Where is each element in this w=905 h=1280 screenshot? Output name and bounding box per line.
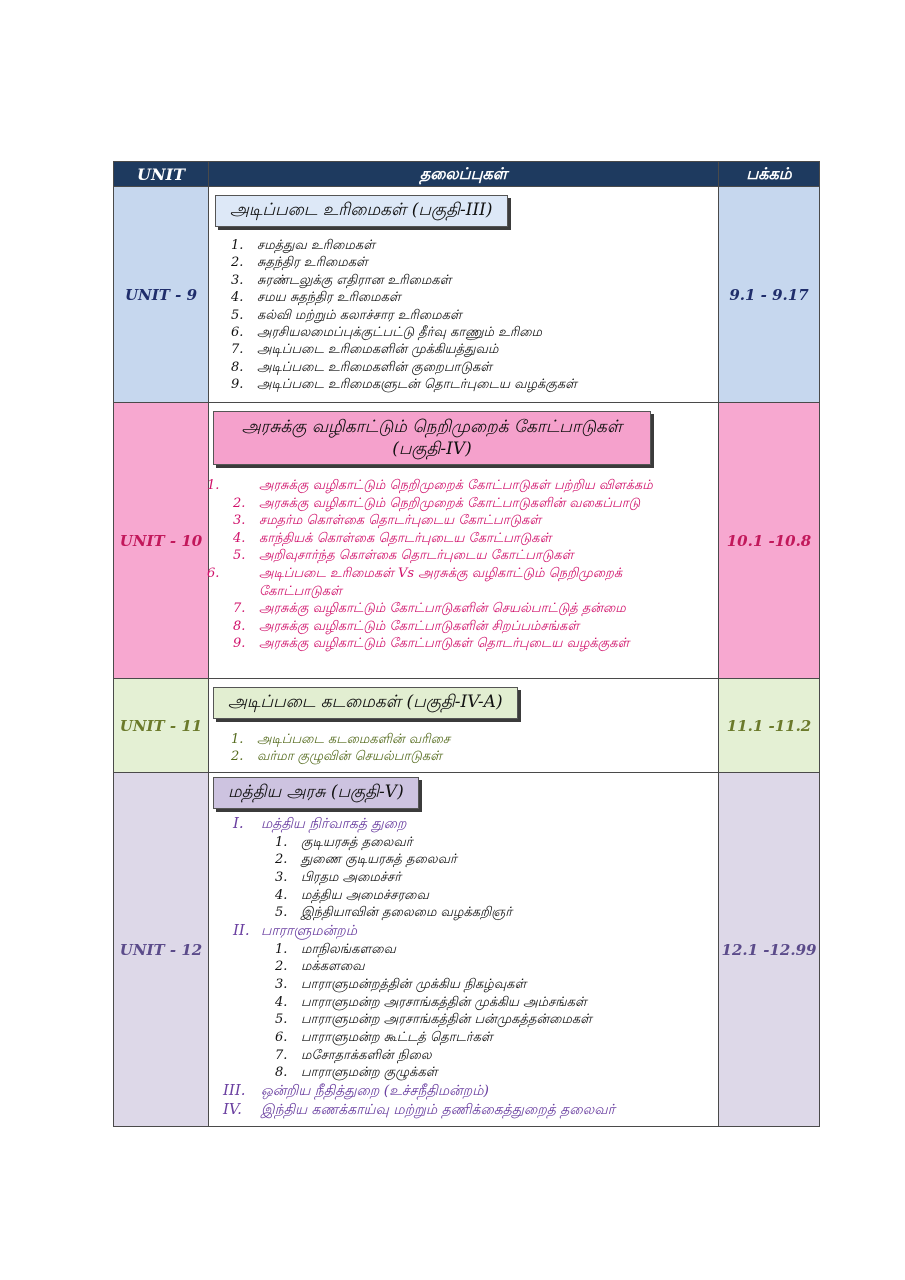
unit-11-row xyxy=(114,679,820,773)
unit-label: UNIT - 12 xyxy=(114,773,209,1127)
unit-10-contents xyxy=(209,403,719,679)
section-heading: I. மத்திய நிர்வாகத் துறை xyxy=(233,814,407,832)
page-range: 12.1 -12.99 xyxy=(719,773,820,1127)
list-item: 2. சுதந்திர உரிமைகள் xyxy=(231,255,368,271)
list-item: 5. அறிவுசார்ந்த கொள்கை தொடர்புடைய கோட்பாடுகள் xyxy=(233,548,574,564)
list-item: 7. அடிப்படை உரிமைகளின் முக்கியத்துவம் xyxy=(231,342,499,358)
list-item: 2. மக்களவை xyxy=(275,959,365,975)
list-item: 2. அரசுக்கு வழிகாட்டும் நெறிமுறைக் கோட்பாடுகளின் வகைப்பாடு xyxy=(233,495,641,511)
unit-12-contents xyxy=(209,773,719,1127)
unit-11-contents xyxy=(209,679,719,773)
list-item: 9. அடிப்படை உரிமைகளுடன் தொடர்புடைய வழக்குகள் xyxy=(231,377,577,393)
unit-title: அடிப்படை உரிமைகள் (பகுதி-III) xyxy=(215,195,508,227)
list-item: 1. சமத்துவ உரிமைகள் xyxy=(231,238,375,253)
list-item: 6. அடிப்படை உரிமைகள் Vs அரசுக்கு வழிகாட்டும் நெறிமுறைக் கோட்பாடுகள் xyxy=(207,565,623,599)
list-item: 4. பாராளுமன்ற அரசாங்கத்தின் முக்கிய அம்சங்கள் xyxy=(275,994,587,1010)
list-item: 1. அடிப்படை கடமைகளின் வரிசை xyxy=(231,732,451,747)
list-item: 7. அரசுக்கு வழிகாட்டும் கோட்பாடுகளின் செயல்பாட்டுத் தன்மை xyxy=(233,601,626,617)
unit-label: UNIT - 9 xyxy=(114,187,209,403)
unit-9-row xyxy=(114,187,820,403)
sub-topic-list xyxy=(275,834,714,923)
list-item: 4. மத்திய அமைச்சரவை xyxy=(275,887,429,903)
list-item: 6. பாராளுமன்ற கூட்டத் தொடர்கள் xyxy=(275,1030,493,1046)
topic-list xyxy=(231,237,714,394)
list-item: 1. மாநிலங்களவை xyxy=(275,941,396,957)
list-item: 2. வர்மா குழுவின் செயல்பாடுகள் xyxy=(231,749,442,765)
list-item: 4. சமய சுதந்திர உரிமைகள் xyxy=(231,290,401,306)
unit-title-line-1: அரசுக்கு வழிகாட்டும் நெறிமுறைக் கோட்பாடுகள் xyxy=(241,417,623,437)
list-item: 1. அரசுக்கு வழிகாட்டும் நெறிமுறைக் கோட்பாடுகள் பற்றிய விளக்கம் xyxy=(207,478,653,493)
unit-label: UNIT - 10 xyxy=(114,403,209,679)
list-item: 5. இந்தியாவின் தலைமை வழக்கறிஞர் xyxy=(275,905,513,921)
unit-title xyxy=(213,411,651,465)
header-unit: UNIT xyxy=(114,162,209,187)
list-item: 4. காந்தியக் கொள்கை தொடர்புடைய கோட்பாடுகள் xyxy=(233,530,552,546)
list-item: 3. பாராளுமன்றத்தின் முக்கிய நிகழ்வுகள் xyxy=(275,976,527,992)
page-range: 9.1 - 9.17 xyxy=(719,187,820,403)
list-item: 9. அரசுக்கு வழிகாட்டும் கோட்பாடுகள் தொடர்புடைய வழக்குகள் xyxy=(233,636,630,652)
unit-9-contents xyxy=(209,187,719,403)
unit-12-row xyxy=(114,773,820,1127)
contents-table xyxy=(113,161,820,1127)
section-heading: III. ஒன்றிய நீதித்துறை (உச்சநீதிமன்றம்) xyxy=(223,1081,489,1100)
unit-title: மத்திய அரசு (பகுதி-V) xyxy=(213,777,419,809)
list-item: 5. கல்வி மற்றும் கலாச்சார உரிமைகள் xyxy=(231,307,462,323)
list-item: 3. சுரண்டலுக்கு எதிரான உரிமைகள் xyxy=(231,272,452,288)
list-item: 1. குடியரசுத் தலைவர் xyxy=(275,834,413,850)
topic-list xyxy=(231,731,714,766)
topic-list xyxy=(207,477,708,653)
page-range: 11.1 -11.2 xyxy=(719,679,820,773)
list-item: 6. அரசியலமைப்புக்குட்பட்டு தீர்வு காணும் உரிமை xyxy=(231,325,542,341)
unit-title: அடிப்படை கடமைகள் (பகுதி-IV-A) xyxy=(213,687,518,719)
header-page: பக்கம் xyxy=(719,162,820,187)
unit-label: UNIT - 11 xyxy=(114,679,209,773)
header-topics: தலைப்புகள் xyxy=(209,162,719,187)
list-item: 7. மசோதாக்களின் நிலை xyxy=(275,1047,432,1063)
page-range: 10.1 -10.8 xyxy=(719,403,820,679)
list-item: 8. அடிப்படை உரிமைகளின் குறைபாடுகள் xyxy=(231,359,493,375)
list-item: 8. பாராளுமன்ற குழுக்கள் xyxy=(275,1065,438,1081)
sub-topic-list xyxy=(275,941,714,1083)
list-item: 3. சமதர்ம கொள்கை தொடர்புடைய கோட்பாடுகள் xyxy=(233,513,542,529)
table-header-row xyxy=(114,162,820,187)
section-heading: II. பாராளுமன்றம் xyxy=(233,921,357,940)
list-item: 8. அரசுக்கு வழிகாட்டும் கோட்பாடுகளின் சிறப்பம்சங்கள் xyxy=(233,618,580,634)
unit-title-line-2: (பகுதி-IV) xyxy=(392,439,472,459)
section-heading: IV. இந்திய கணக்காய்வு மற்றும் தணிக்கைத்துறைத் தலைவர் xyxy=(223,1099,615,1118)
unit-10-row xyxy=(114,403,820,679)
list-item: 5. பாராளுமன்ற அரசாங்கத்தின் பன்முகத்தன்மைகள் xyxy=(275,1012,592,1028)
list-item: 3. பிரதம அமைச்சர் xyxy=(275,869,402,885)
list-item: 2. துணை குடியரசுத் தலைவர் xyxy=(275,852,457,868)
